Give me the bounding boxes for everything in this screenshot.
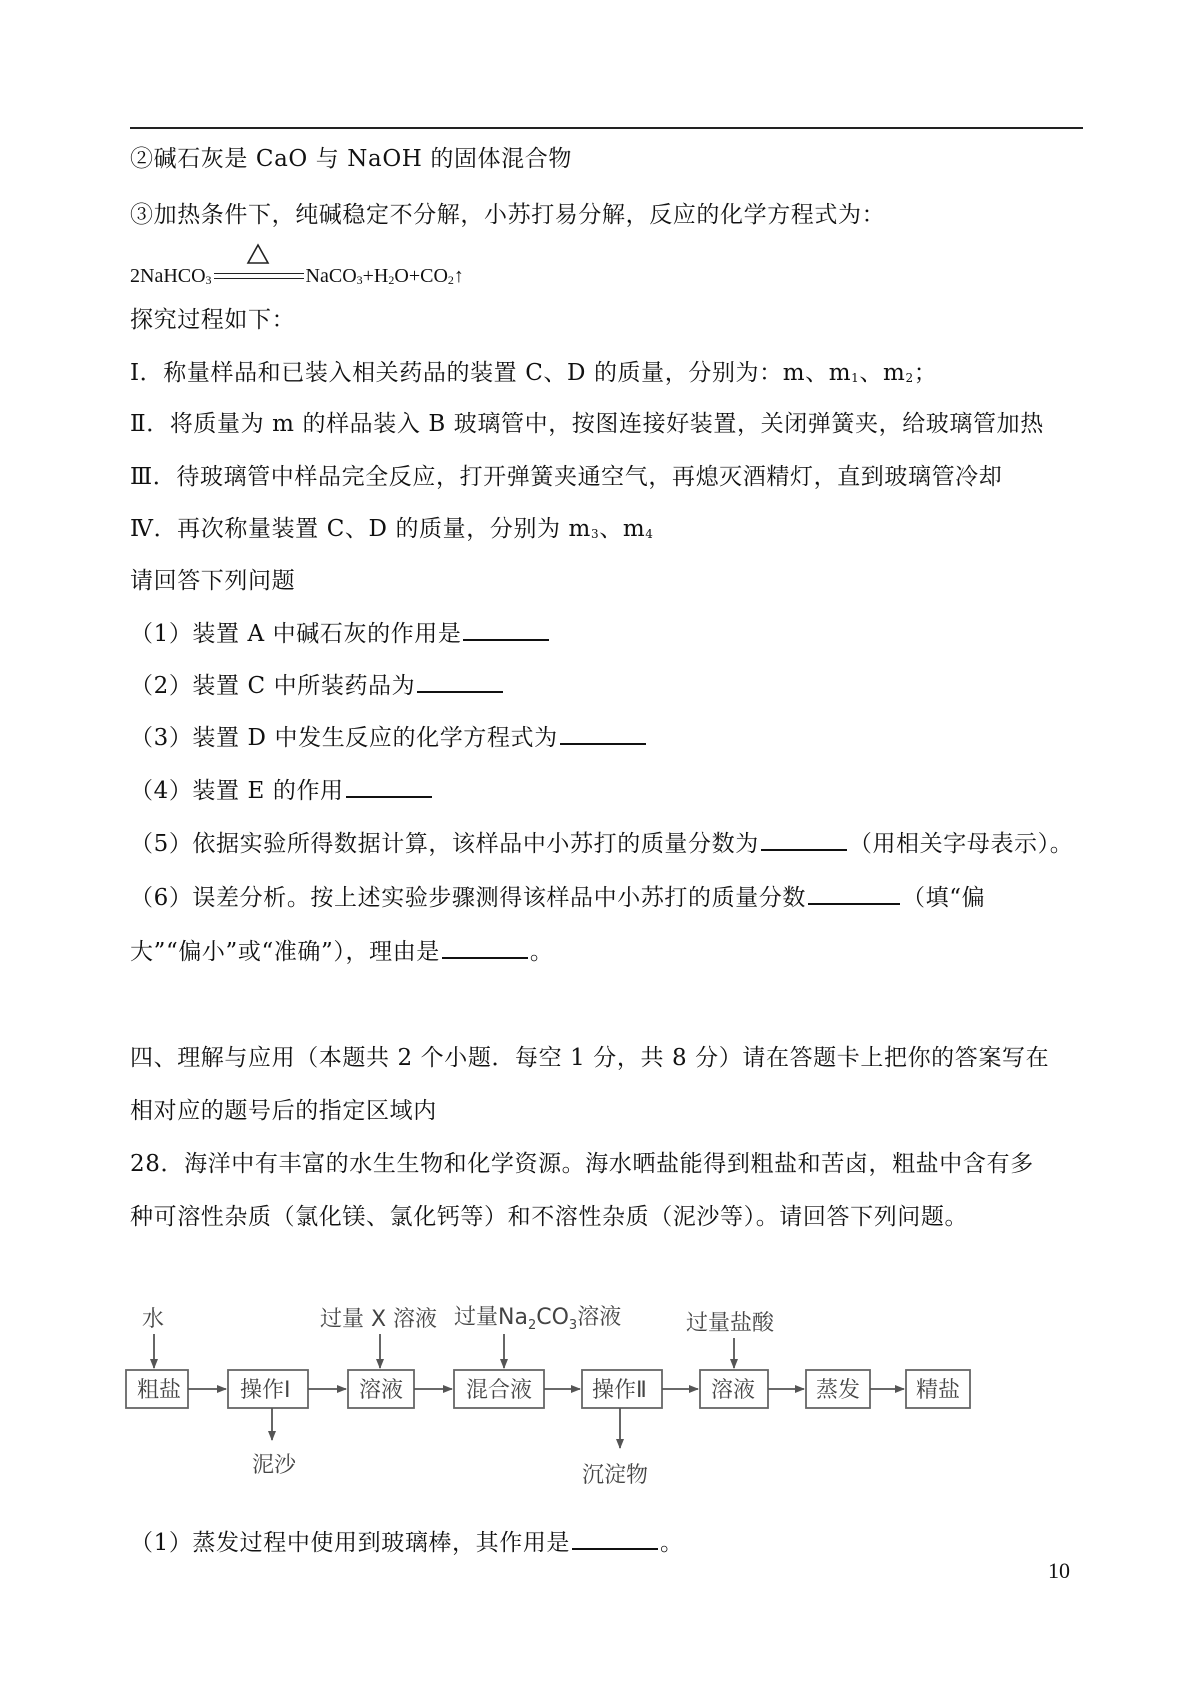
- answer-blank[interactable]: [808, 883, 900, 905]
- question-6-cont: 大”“偏小”或“准确”），理由是 。: [130, 939, 554, 965]
- answer-blank[interactable]: [346, 776, 432, 798]
- flow-out-precipitate: 沉淀物: [582, 1463, 649, 1488]
- section-4-heading: 四、理解与应用（本题共 2 个小题．每空 1 分，共 8 分）请在答题卡上把你的答案写在: [130, 1045, 1050, 1071]
- flow-box-label: 溶液: [359, 1378, 404, 1403]
- note-3: ③加热条件下，纯碱稳定不分解，小苏打易分解，反应的化学方程式为：: [130, 202, 886, 228]
- flow-box-label: 精盐: [916, 1378, 961, 1403]
- question-5: （5）依据实验所得数据计算，该样品中小苏打的质量分数为 （用相关字母表示）。: [130, 831, 1074, 857]
- problem-28-cont: 种可溶性杂质（氯化镁、氯化钙等）和不溶性杂质（泥沙等）。请回答下列问题。: [130, 1204, 969, 1230]
- flow-water-label: 水: [142, 1307, 165, 1332]
- answer-blank[interactable]: [560, 723, 646, 745]
- question-6: （6）误差分析。按上述实验步骤测得该样品中小苏打的质量分数 （填“偏: [130, 885, 986, 911]
- answer-blank[interactable]: [572, 1528, 658, 1550]
- heat-triangle-icon: [246, 243, 270, 265]
- answer-blank[interactable]: [417, 671, 503, 693]
- step-4: Ⅳ．再次称量装置 C、D 的质量，分别为 $m_3$、$m_4$: [130, 516, 654, 542]
- salt-purification-flowchart: [120, 1300, 1080, 1510]
- answer-blank[interactable]: [463, 619, 549, 641]
- answer-blank[interactable]: [442, 937, 528, 959]
- problem-28: 28．海洋中有丰富的水生生物和化学资源。海水晒盐能得到粗盐和苦卤，粗盐中含有多: [130, 1151, 1034, 1177]
- flow-box-label: 操作Ⅰ: [240, 1378, 291, 1403]
- answer-blank[interactable]: [761, 829, 847, 851]
- procedure-heading: 探究过程如下：: [130, 307, 296, 333]
- flow-box-label: 粗盐: [137, 1378, 182, 1403]
- final-question-1: （1）蒸发过程中使用到玻璃棒，其作用是 。: [130, 1530, 684, 1556]
- flow-box-label: 蒸发: [816, 1378, 861, 1403]
- flow-reagent-x: 过量 X 溶液: [320, 1307, 438, 1332]
- heat-equals-sign: [214, 269, 304, 285]
- step-1: Ⅰ．称量样品和已装入相关药品的装置 C、D 的质量，分别为：m、$m_1$、$m_2$；: [130, 360, 938, 386]
- question-3: （3）装置 D 中发生反应的化学方程式为: [130, 723, 648, 753]
- note-2: ②碱石灰是 CaO 与 NaOH 的固体混合物: [130, 146, 572, 172]
- step-2: Ⅱ．将质量为 m 的样品装入 B 玻璃管中，按图连接好装置，关闭弹簧夹，给玻璃管加热: [130, 411, 1044, 437]
- gas-arrow-icon: ↑: [453, 265, 464, 287]
- flow-reagent-na2co3: 过量$Na_2CO_3$溶液: [454, 1305, 622, 1333]
- flow-box-label: 混合液: [466, 1378, 533, 1403]
- flow-box-label: 溶液: [711, 1378, 756, 1403]
- section-4-heading-cont: 相对应的题号后的指定区域内: [130, 1098, 437, 1124]
- flow-box-label: 操作Ⅱ: [592, 1378, 647, 1403]
- header-rule: [130, 127, 1083, 129]
- flow-reagent-hcl: 过量盐酸: [686, 1311, 775, 1336]
- question-4: （4）装置 E 的作用: [130, 776, 434, 806]
- question-2: （2）装置 C 中所装药品为: [130, 671, 505, 701]
- flow-out-sand: 泥沙: [252, 1453, 297, 1478]
- page-number: 10: [1048, 1558, 1070, 1583]
- questions-heading: 请回答下列问题: [130, 568, 296, 594]
- step-3: Ⅲ．待玻璃管中样品完全反应，打开弹簧夹通空气，再熄灭酒精灯，直到玻璃管冷却: [130, 464, 1003, 490]
- decomposition-equation: 2NaHCO$_3$ $NaCO_3+H_2O+CO_2↑$: [130, 265, 464, 288]
- question-1: （1）装置 A 中碱石灰的作用是: [130, 619, 551, 649]
